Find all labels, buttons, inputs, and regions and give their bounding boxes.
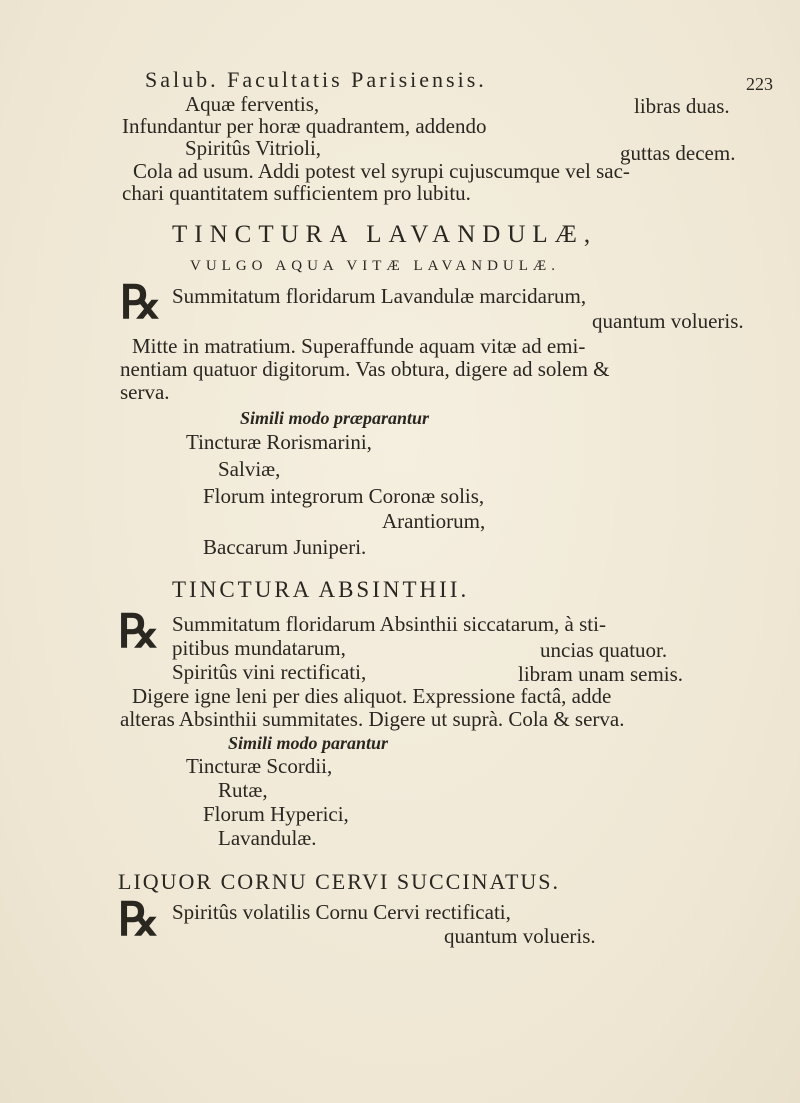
simili-item: Rutæ, [218, 778, 268, 802]
intro-line: chari quantitatem sufficientem pro lubitu. [122, 181, 471, 205]
simili-item: Baccarum Juniperi. [203, 535, 367, 559]
recipe-line: Summitatum floridarum Lavandulæ marcidarum, [172, 284, 587, 308]
recipe-line: quantum volueris. [592, 309, 744, 333]
recipe-symbol-icon: ℞ [118, 894, 160, 945]
recipe-line-right: libram unam semis. [518, 662, 684, 686]
intro-line: Infundantur per horæ quadrantem, addendo [122, 114, 487, 138]
recipe-line: Spiritûs vini rectificati, [172, 660, 367, 684]
recipe-symbol-icon: ℞ [118, 606, 160, 657]
intro-line: Aquæ ferventis, [185, 92, 320, 116]
simili-item: Florum Hyperici, [203, 802, 349, 826]
recipe-line: Summitatum floridarum Absinthii siccatarum, à sti- [172, 612, 606, 636]
simili-item: Tincturæ Rorismarini, [186, 430, 372, 454]
intro-line-right: guttas decem. [620, 141, 736, 165]
simili-item: Tincturæ Scordii, [186, 754, 333, 778]
intro-line: Spiritûs Vitrioli, [185, 136, 322, 160]
simili-heading: Simili modo præparantur [240, 408, 430, 428]
simili-item: Lavandulæ. [218, 826, 317, 850]
recipe-line-right: quantum volueris. [444, 924, 596, 948]
recipe-line: pitibus mundatarum, [172, 636, 346, 660]
running-head-title: Salub. Facultatis Parisiensis. [145, 67, 487, 92]
intro-line: Cola ad usum. Addi potest vel syrupi cujuscumque vel sac- [133, 159, 630, 183]
recipe-line: Spiritûs volatilis Cornu Cervi rectificati, [172, 900, 511, 924]
recipe-line: Mitte in matratium. Superaffunde aquam vitæ ad emi- [132, 334, 586, 358]
section-title: TINCTURA ABSINTHII. [172, 577, 470, 602]
recipe-line: nentiam quatuor digitorum. Vas obtura, digere ad solem & [120, 357, 610, 381]
simili-item: Florum integrorum Coronæ solis, [203, 484, 485, 508]
intro-line-right: libras duas. [634, 94, 730, 118]
simili-item: Arantiorum, [382, 509, 486, 533]
recipe-line-right: uncias quatuor. [540, 638, 668, 662]
simili-item: Salviæ, [218, 457, 281, 481]
page-number: 223 [746, 74, 773, 94]
section-title: TINCTURA LAVANDULÆ, [172, 221, 598, 248]
section-subtitle: VULGO AQUA VITÆ LAVANDULÆ. [190, 258, 561, 274]
section-title: LIQUOR CORNU CERVI SUCCINATUS. [118, 869, 561, 894]
recipe-symbol-icon: ℞ [120, 277, 162, 328]
recipe-line: serva. [120, 380, 170, 404]
recipe-line: Digere igne leni per dies aliquot. Expressione factâ, adde [132, 684, 612, 708]
simili-heading: Simili modo parantur [228, 733, 389, 753]
recipe-line: alteras Absinthii summitates. Digere ut suprà. Cola & serva. [120, 707, 625, 731]
